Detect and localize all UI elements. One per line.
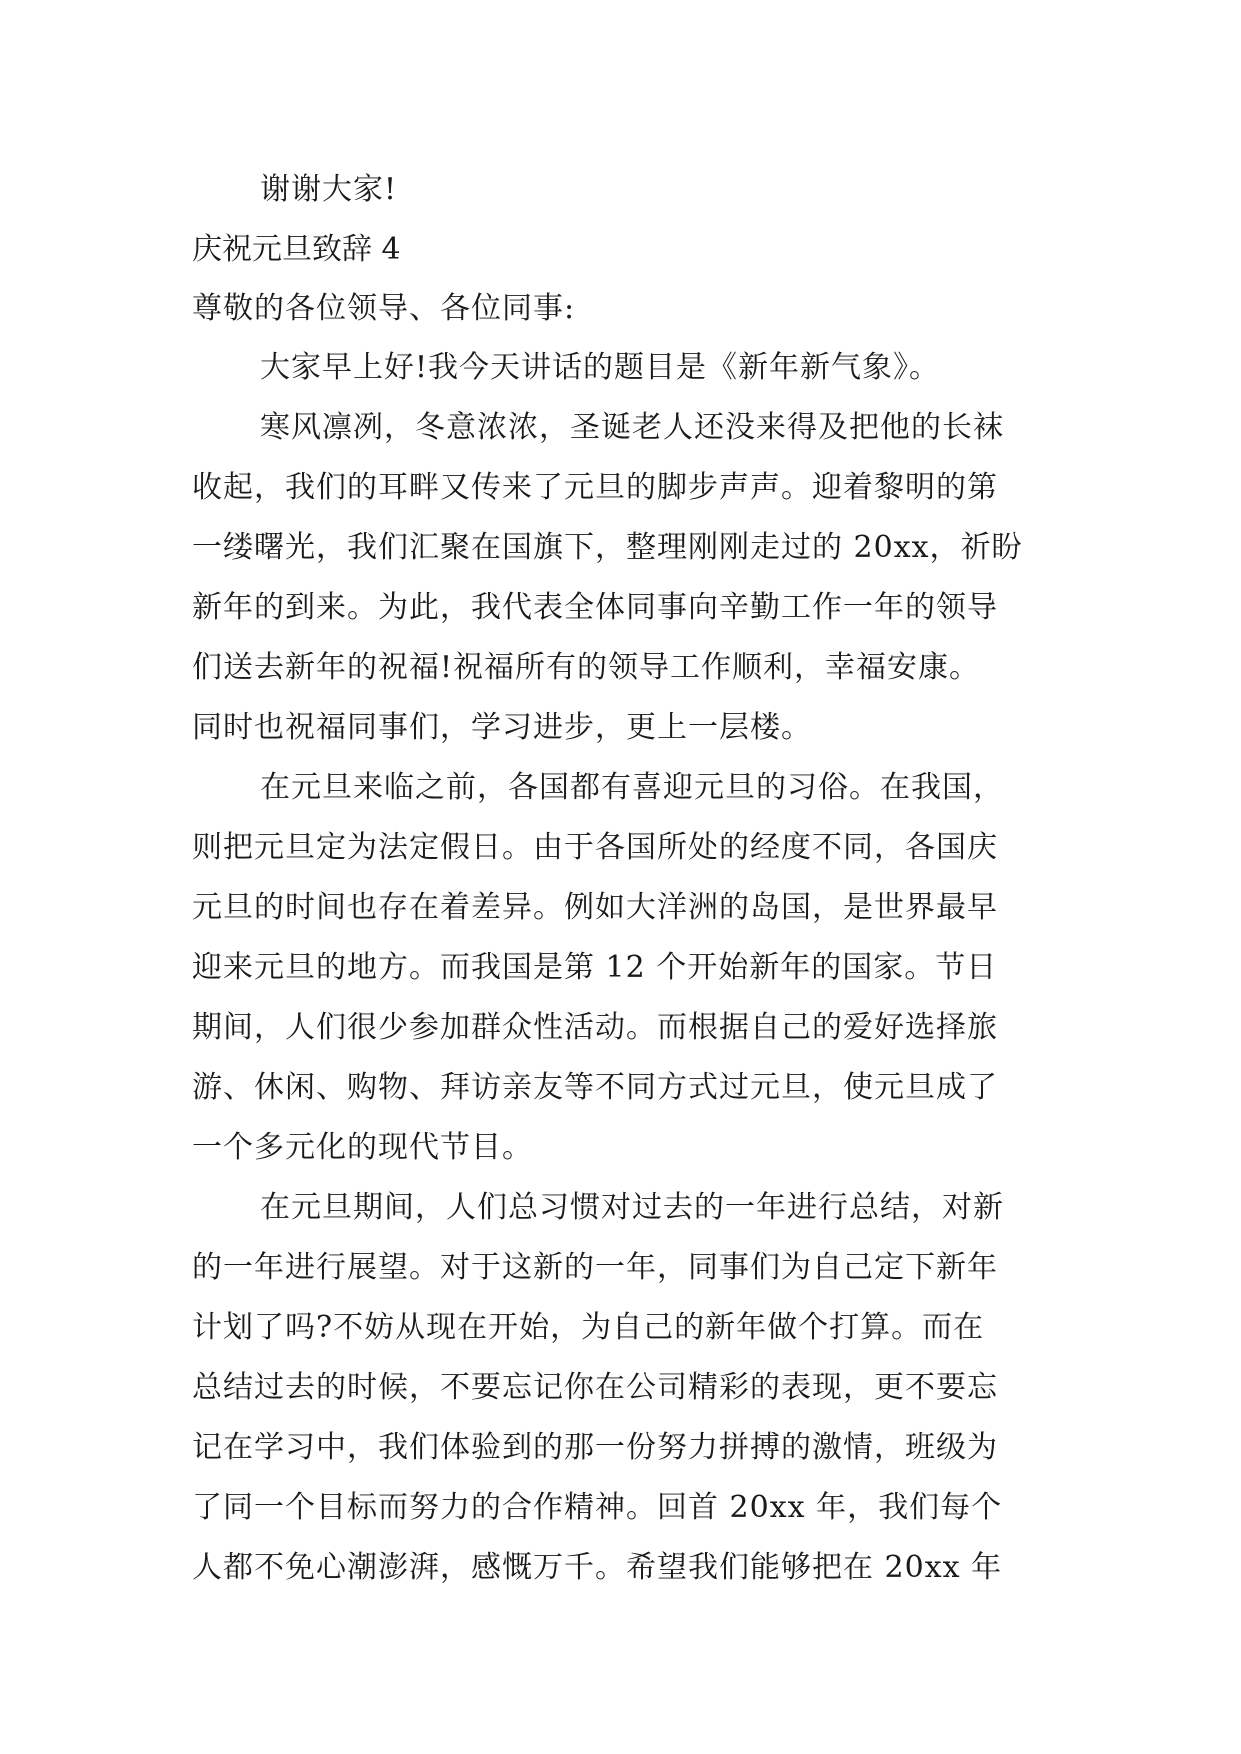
paragraph-line: 收起，我们的耳畔又传来了元旦的脚步声声。迎着黎明的第 [192, 470, 998, 505]
paragraph-line: 则把元旦定为法定假日。由于各国所处的经度不同，各国庆 [192, 830, 998, 865]
paragraph-line: 元旦的时间也存在着差异。例如大洋洲的岛国，是世界最早 [192, 890, 998, 925]
paragraph-line: 新年的到来。为此，我代表全体同事向辛勤工作一年的领导 [192, 590, 998, 625]
paragraph-line: 计划了吗?不妨从现在开始，为自己的新年做个打算。而在 [192, 1310, 985, 1345]
paragraph-line: 们送去新年的祝福!祝福所有的领导工作顺利，幸福安康。 [192, 650, 981, 685]
thanks-line: 谢谢大家! [260, 172, 398, 207]
paragraph-3 [192, 758, 1062, 1178]
speech-heading: 庆祝元旦致辞 4 [192, 232, 401, 267]
paragraph-line: 游、休闲、购物、拜访亲友等不同方式过元旦，使元旦成了 [192, 1070, 998, 1105]
paragraph-line: 迎来元旦的地方。而我国是第 12 个开始新年的国家。节日 [192, 950, 998, 985]
paragraph-line: 总结过去的时候，不要忘记你在公司精彩的表现，更不要忘 [192, 1370, 998, 1405]
paragraph-line: 一缕曙光，我们汇聚在国旗下，整理刚刚走过的 20xx，祈盼 [192, 530, 1023, 565]
paragraph-line: 寒风凛冽，冬意浓浓，圣诞老人还没来得及把他的长袜 [260, 410, 1004, 445]
paragraph-line: 在元旦来临之前，各国都有喜迎元旦的习俗。在我国， [260, 770, 1004, 805]
paragraph-line: 一个多元化的现代节目。 [192, 1130, 533, 1165]
paragraph-4 [192, 1178, 1062, 1598]
paragraph-line: 期间，人们很少参加群众性活动。而根据自己的爱好选择旅 [192, 1010, 998, 1045]
paragraph-line: 记在学习中，我们体验到的那一份努力拼搏的激情，班级为 [192, 1430, 998, 1465]
paragraph-line: 的一年进行展望。对于这新的一年，同事们为自己定下新年 [192, 1250, 998, 1285]
paragraph-1 [192, 338, 1062, 398]
paragraph-line: 同时也祝福同事们，学习进步，更上一层楼。 [192, 710, 812, 745]
paragraph-line: 了同一个目标而努力的合作精神。回首 20xx 年，我们每个 [192, 1490, 1003, 1525]
document-body [192, 160, 1062, 1598]
paragraph-line: 人都不免心潮澎湃，感慨万千。希望我们能够把在 20xx 年 [192, 1550, 1003, 1585]
paragraph-2 [192, 398, 1062, 758]
paragraph-line: 大家早上好!我今天讲话的题目是《新年新气象》。 [260, 350, 941, 385]
salutation: 尊敬的各位领导、各位同事: [192, 291, 576, 326]
paragraph-line: 在元旦期间，人们总习惯对过去的一年进行总结，对新 [260, 1190, 1004, 1225]
